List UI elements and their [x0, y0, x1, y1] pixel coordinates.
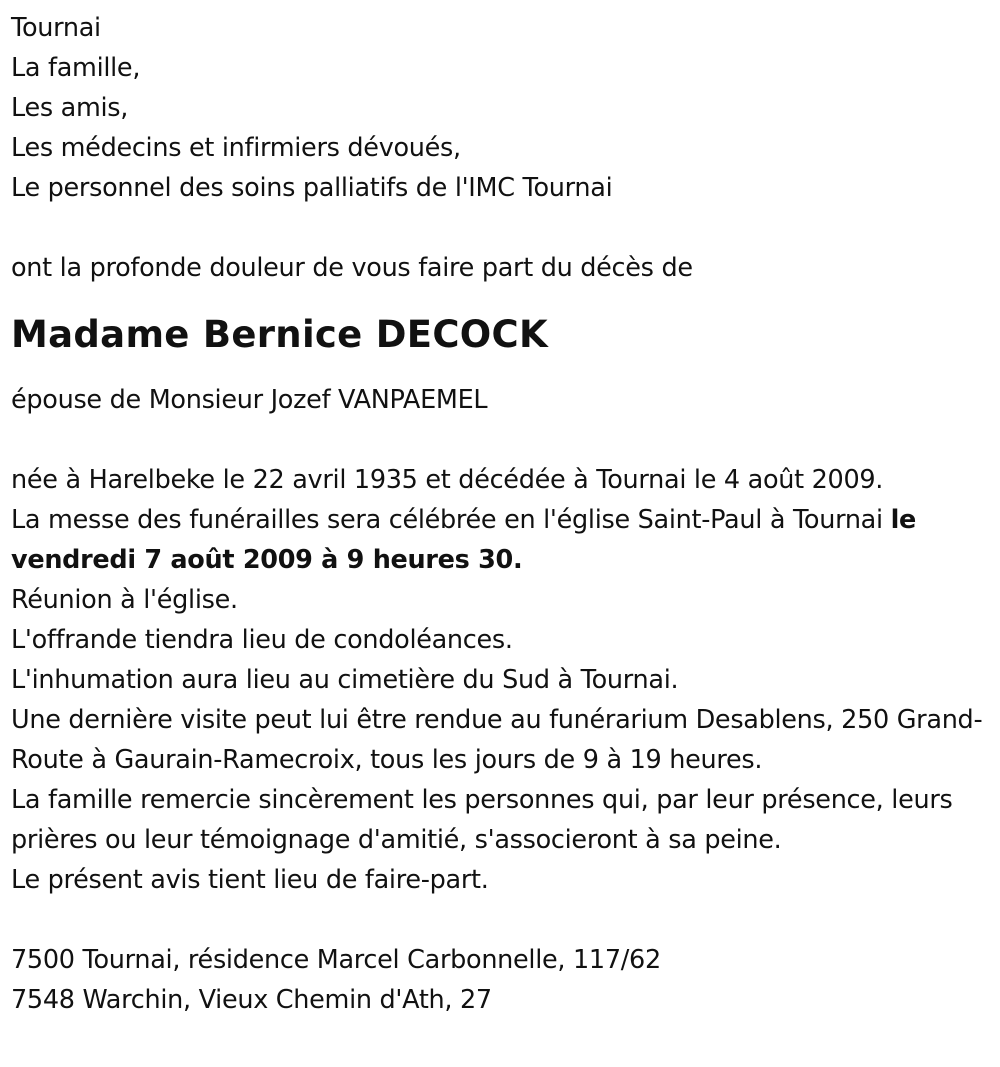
announcement-text: ont la profonde douleur de vous faire part du décès de — [11, 253, 693, 283]
spouse-text: épouse de Monsieur Jozef VANPAEMEL — [11, 385, 488, 415]
mass-intro-text: La messe des funérailles sera célébrée en l'église Saint-Paul à Tournai — [11, 505, 891, 535]
header-line-staff: Le personnel des soins palliatifs de l'IMC Tournai — [11, 173, 613, 203]
header-line-city: Tournai — [11, 13, 101, 43]
header-line-family: La famille, — [11, 53, 141, 83]
detail-notice: Le présent avis tient lieu de faire-part. — [11, 865, 489, 895]
detail-visit: Une dernière visite peut lui être rendue au funérarium Desablens, 250 Grand-Route à Gaurain-Ramecroix, tous les jours de 9 à 19 heures. — [11, 705, 983, 775]
detail-offering: L'offrande tiendra lieu de condoléances. — [11, 625, 513, 655]
header-line-friends: Les amis, — [11, 93, 129, 123]
funeral-mass-paragraph — [11, 500, 986, 580]
spacer — [11, 900, 986, 940]
mass-datetime-text: le vendredi 7 août 2009 à 9 heures 30. — [11, 505, 917, 575]
spacer — [11, 208, 986, 248]
header-line-doctors: Les médecins et infirmiers dévoués, — [11, 133, 461, 163]
detail-burial: L'inhumation aura lieu au cimetière du Sud à Tournai. — [11, 665, 679, 695]
detail-meeting: Réunion à l'église. — [11, 585, 238, 615]
deceased-name: Madame Bernice DECOCK — [11, 313, 548, 356]
address-tournai: 7500 Tournai, résidence Marcel Carbonnelle, 117/62 — [11, 945, 661, 975]
spacer — [11, 420, 986, 460]
birth-death-text: née à Harelbeke le 22 avril 1935 et décédée à Tournai le 4 août 2009. — [11, 465, 884, 495]
address-warchin: 7548 Warchin, Vieux Chemin d'Ath, 27 — [11, 985, 492, 1015]
detail-thanks: La famille remercie sincèrement les personnes qui, par leur présence, leurs prières ou leur témoignage d'amitié, s'associeront à sa peine. — [11, 785, 953, 855]
